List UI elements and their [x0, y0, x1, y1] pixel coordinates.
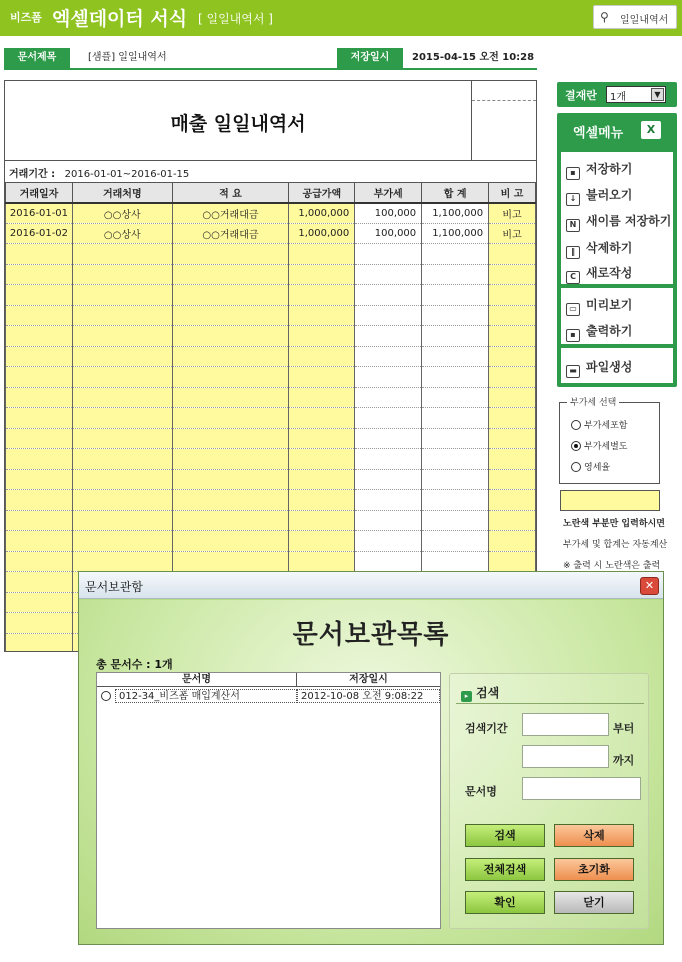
- empty-cell[interactable]: [172, 490, 289, 511]
- empty-cell[interactable]: [72, 387, 172, 408]
- table-row: [6, 244, 536, 265]
- cell-vat: 100,000: [355, 223, 422, 244]
- empty-cell: [422, 387, 489, 408]
- table-row: [6, 285, 536, 306]
- empty-cell: [422, 285, 489, 306]
- empty-cell: [422, 510, 489, 531]
- empty-cell[interactable]: [172, 510, 289, 531]
- empty-cell: [422, 367, 489, 388]
- note-line-1: 노란색 부분만 입력하시면: [563, 519, 665, 529]
- table-row: [6, 367, 536, 388]
- empty-cell[interactable]: [289, 264, 355, 285]
- menu-load[interactable]: [566, 186, 632, 206]
- empty-cell[interactable]: [6, 633, 73, 652]
- empty-cell[interactable]: [289, 408, 355, 429]
- empty-cell: [422, 531, 489, 552]
- dialog-title: 문서보관함: [85, 580, 143, 594]
- empty-cell: [355, 490, 422, 511]
- empty-cell: [422, 449, 489, 470]
- menu-file-create[interactable]: [566, 358, 632, 378]
- period-from-input[interactable]: [522, 713, 609, 736]
- empty-cell[interactable]: [172, 305, 289, 326]
- trash-icon: ‖: [566, 246, 580, 259]
- empty-cell[interactable]: [6, 244, 73, 265]
- empty-cell: [355, 531, 422, 552]
- empty-cell[interactable]: [6, 572, 73, 593]
- docname-input[interactable]: [522, 777, 641, 800]
- empty-cell[interactable]: [289, 531, 355, 552]
- yellow-legend-swatch: [560, 490, 660, 511]
- dialog-titlebar[interactable]: [79, 572, 663, 599]
- close-icon[interactable]: ✕: [640, 577, 659, 595]
- cell-summary[interactable]: ○○거래대금: [172, 203, 289, 224]
- menu-new[interactable]: [566, 264, 632, 284]
- cell-supply[interactable]: 1,000,000: [289, 223, 355, 244]
- table-row: [6, 326, 536, 347]
- empty-cell[interactable]: [72, 551, 172, 572]
- vat-option-label: 부가세별도: [584, 442, 628, 452]
- empty-cell: [355, 428, 422, 449]
- empty-cell[interactable]: [6, 285, 73, 306]
- doc-title-label: 문서제목: [4, 48, 70, 68]
- app-header: [0, 0, 682, 36]
- radio-selected-icon[interactable]: [571, 441, 581, 451]
- excel-logo-icon: X: [641, 121, 661, 139]
- empty-cell[interactable]: [6, 326, 73, 347]
- menu-delete-label: 삭제하기: [586, 241, 633, 255]
- vat-option-label: 부가세포함: [584, 421, 628, 431]
- empty-cell: [355, 469, 422, 490]
- search-all-button[interactable]: 전체검색: [465, 858, 545, 881]
- brand-small-label: 비즈폼: [10, 11, 42, 24]
- empty-cell[interactable]: [6, 592, 73, 613]
- empty-cell[interactable]: [72, 346, 172, 367]
- approval-dash-line: [472, 100, 536, 101]
- menu-delete[interactable]: [566, 239, 632, 259]
- empty-cell[interactable]: [6, 367, 73, 388]
- empty-cell: [422, 305, 489, 326]
- col-vat: 부가세: [355, 183, 422, 203]
- empty-cell[interactable]: [6, 469, 73, 490]
- empty-cell[interactable]: [6, 264, 73, 285]
- new-document-icon: C: [566, 271, 580, 284]
- empty-cell[interactable]: [72, 367, 172, 388]
- cell-vat: 100,000: [355, 203, 422, 224]
- empty-cell[interactable]: [72, 469, 172, 490]
- from-suffix: 부터: [613, 722, 635, 735]
- delete-button[interactable]: 삭제: [554, 824, 634, 847]
- saved-value: 2015-04-15 오전 10:28: [412, 52, 535, 63]
- empty-cell: [355, 244, 422, 265]
- col-date: 거래일자: [6, 183, 73, 203]
- empty-cell[interactable]: [289, 367, 355, 388]
- empty-cell[interactable]: [72, 244, 172, 265]
- empty-cell[interactable]: [72, 449, 172, 470]
- table-row: [6, 551, 536, 572]
- doc-date: 2012-10-08 오전 9:08:22: [297, 689, 440, 703]
- period-row: [9, 165, 189, 180]
- col-total: 합 계: [422, 183, 489, 203]
- empty-cell[interactable]: [172, 244, 289, 265]
- empty-cell: [355, 326, 422, 347]
- radio-icon[interactable]: [101, 691, 111, 701]
- empty-cell[interactable]: [172, 346, 289, 367]
- doc-list-header: [97, 673, 440, 687]
- empty-cell[interactable]: [289, 510, 355, 531]
- table-row: [6, 531, 536, 552]
- empty-cell[interactable]: [72, 510, 172, 531]
- empty-cell[interactable]: [289, 469, 355, 490]
- table-row: [6, 428, 536, 449]
- empty-cell: [422, 264, 489, 285]
- col-summary: 적 요: [172, 183, 289, 203]
- menu-print-label: 출력하기: [586, 324, 633, 338]
- empty-cell[interactable]: [289, 387, 355, 408]
- menu-save[interactable]: [566, 160, 632, 180]
- docname-label: 문서명: [465, 785, 497, 798]
- menu-load-label: 불러오기: [586, 188, 633, 202]
- empty-cell[interactable]: [6, 449, 73, 470]
- period-label: 검색기간: [465, 722, 508, 735]
- empty-cell: [422, 469, 489, 490]
- empty-cell: [355, 408, 422, 429]
- empty-cell[interactable]: [489, 305, 536, 326]
- close-button[interactable]: 닫기: [554, 891, 634, 914]
- cell-note[interactable]: 비고: [489, 203, 536, 224]
- empty-cell: [422, 490, 489, 511]
- vat-option-separate[interactable]: [571, 439, 627, 452]
- approval-label: 결재란: [565, 89, 597, 102]
- table-row: [6, 264, 536, 285]
- empty-cell: [422, 244, 489, 265]
- vat-option-label: 영세율: [584, 463, 611, 473]
- note-line-3: ※ 출력 시 노란색은 출력: [563, 561, 661, 571]
- empty-cell[interactable]: [72, 285, 172, 306]
- col-doc-name[interactable]: 문서명: [97, 673, 297, 687]
- search-panel-divider: [456, 703, 644, 704]
- cell-note[interactable]: 비고: [489, 223, 536, 244]
- empty-cell: [355, 387, 422, 408]
- empty-cell[interactable]: [489, 367, 536, 388]
- menu-preview-label: 미리보기: [586, 298, 633, 312]
- empty-cell[interactable]: [489, 346, 536, 367]
- menu-print[interactable]: [566, 322, 632, 342]
- cell-supply[interactable]: 1,000,000: [289, 203, 355, 224]
- note-line-2: 부가세 및 합계는 자동계산: [563, 540, 668, 550]
- to-suffix: 까지: [613, 754, 635, 767]
- empty-cell[interactable]: [489, 264, 536, 285]
- empty-cell[interactable]: [289, 551, 355, 572]
- empty-cell[interactable]: [172, 367, 289, 388]
- search-panel-header: [461, 684, 499, 702]
- empty-cell[interactable]: [289, 449, 355, 470]
- empty-cell: [355, 510, 422, 531]
- empty-cell[interactable]: [489, 490, 536, 511]
- empty-cell[interactable]: [489, 469, 536, 490]
- empty-cell[interactable]: [6, 531, 73, 552]
- empty-cell[interactable]: [6, 551, 73, 572]
- folder-icon: ▬: [566, 365, 580, 378]
- empty-cell[interactable]: [172, 264, 289, 285]
- search-button[interactable]: 검색: [465, 824, 545, 847]
- sheet-title-area: [5, 81, 536, 161]
- col-saved-date[interactable]: 저장일시: [349, 674, 388, 685]
- empty-cell[interactable]: [6, 387, 73, 408]
- empty-cell: [355, 367, 422, 388]
- doc-title-value[interactable]: [샘플] 일일내역서: [88, 52, 167, 63]
- empty-cell[interactable]: [6, 613, 73, 634]
- empty-cell: [355, 449, 422, 470]
- sheet-title: 매출 일일내역서: [170, 113, 306, 135]
- doc-count: 총 문서수 : 1개: [96, 658, 173, 671]
- empty-cell[interactable]: [489, 387, 536, 408]
- search-input[interactable]: [593, 5, 677, 29]
- empty-cell[interactable]: [72, 408, 172, 429]
- empty-cell[interactable]: [72, 305, 172, 326]
- table-row: [6, 408, 536, 429]
- empty-cell[interactable]: [289, 326, 355, 347]
- search-value: 일일내역서: [620, 15, 669, 26]
- empty-cell: [355, 285, 422, 306]
- empty-cell[interactable]: [289, 305, 355, 326]
- period-to-input[interactable]: [522, 745, 609, 768]
- approval-select-value: 1개: [610, 92, 627, 103]
- table-row: [6, 223, 536, 244]
- app-title: 엑셀데이터 서식: [52, 8, 188, 30]
- col-client: 거래처명: [72, 183, 172, 203]
- empty-cell[interactable]: [489, 326, 536, 347]
- saved-label: 저장일시: [337, 48, 403, 68]
- empty-cell: [355, 551, 422, 572]
- cell-total: 1,100,000: [422, 203, 489, 224]
- empty-cell[interactable]: [489, 408, 536, 429]
- cell-summary[interactable]: ○○거래대금: [172, 223, 289, 244]
- table-row: [6, 346, 536, 367]
- menu-preview[interactable]: [566, 296, 632, 316]
- empty-cell[interactable]: [72, 264, 172, 285]
- radio-icon[interactable]: [571, 420, 581, 430]
- empty-cell[interactable]: [289, 490, 355, 511]
- empty-cell[interactable]: [172, 387, 289, 408]
- empty-cell[interactable]: [172, 449, 289, 470]
- empty-cell[interactable]: [489, 551, 536, 572]
- empty-cell[interactable]: [6, 346, 73, 367]
- table-row: [6, 305, 536, 326]
- period-label: 거래기간 :: [9, 169, 56, 180]
- empty-cell: [422, 408, 489, 429]
- menu-save-label: 저장하기: [586, 162, 633, 176]
- empty-cell: [355, 264, 422, 285]
- approval-select[interactable]: [606, 86, 666, 103]
- doc-list[interactable]: [96, 672, 441, 929]
- table-row: [6, 510, 536, 531]
- empty-cell: [422, 346, 489, 367]
- empty-cell[interactable]: [72, 428, 172, 449]
- info-divider: [4, 68, 537, 70]
- table-header-row: [6, 183, 536, 203]
- table-row: [6, 387, 536, 408]
- spreadsheet: [4, 80, 537, 652]
- empty-cell[interactable]: [72, 531, 172, 552]
- save-as-icon: N: [566, 219, 580, 232]
- vat-option-zero[interactable]: [571, 460, 610, 473]
- vat-group-title: 부가세 선택: [567, 395, 619, 408]
- menu-save-as[interactable]: [566, 212, 671, 232]
- menu-new-label: 새로작성: [586, 266, 633, 280]
- cell-date[interactable]: 2016-01-02: [6, 223, 73, 244]
- empty-cell[interactable]: [6, 490, 73, 511]
- search-panel-title: 검색: [476, 686, 500, 700]
- app-subtitle: [ 일일내역서 ]: [198, 12, 273, 26]
- empty-cell[interactable]: [289, 285, 355, 306]
- empty-cell[interactable]: [6, 305, 73, 326]
- empty-cell[interactable]: [489, 510, 536, 531]
- empty-cell[interactable]: [489, 449, 536, 470]
- radio-icon[interactable]: [571, 462, 581, 472]
- document-archive-dialog: [78, 571, 664, 945]
- doc-name: 012-34_비즈폼 매입계산서: [115, 689, 297, 703]
- search-panel: [449, 673, 649, 929]
- cell-date[interactable]: 2016-01-01: [6, 203, 73, 224]
- empty-cell[interactable]: [172, 428, 289, 449]
- empty-cell[interactable]: [72, 490, 172, 511]
- menu-save-as-label: 새이름 저장하기: [586, 214, 672, 228]
- cell-client[interactable]: ○○상사: [72, 203, 172, 224]
- empty-cell[interactable]: [172, 531, 289, 552]
- search-bullet-icon: ▸: [461, 691, 472, 702]
- empty-cell[interactable]: [489, 428, 536, 449]
- empty-cell[interactable]: [72, 326, 172, 347]
- empty-cell[interactable]: [489, 244, 536, 265]
- table-row: [6, 469, 536, 490]
- dialog-heading: 문서보관목록: [292, 620, 450, 650]
- cell-client[interactable]: ○○상사: [72, 223, 172, 244]
- empty-cell[interactable]: [172, 285, 289, 306]
- empty-cell[interactable]: [6, 428, 73, 449]
- empty-cell: [422, 326, 489, 347]
- empty-cell[interactable]: [289, 244, 355, 265]
- empty-cell[interactable]: [172, 408, 289, 429]
- empty-cell[interactable]: [489, 285, 536, 306]
- empty-cell[interactable]: [172, 326, 289, 347]
- table-row: [6, 449, 536, 470]
- empty-cell: [422, 551, 489, 572]
- empty-cell: [355, 305, 422, 326]
- menu-file-create-label: 파일생성: [586, 360, 633, 374]
- table-row: [6, 490, 536, 511]
- empty-cell[interactable]: [6, 408, 73, 429]
- chevron-down-icon[interactable]: ▼: [651, 88, 664, 101]
- empty-cell[interactable]: [172, 469, 289, 490]
- list-item[interactable]: [97, 688, 440, 704]
- save-icon: ▪: [566, 167, 580, 180]
- empty-cell[interactable]: [289, 428, 355, 449]
- table-row: [6, 203, 536, 224]
- empty-cell: [355, 346, 422, 367]
- empty-cell[interactable]: [489, 531, 536, 552]
- empty-cell[interactable]: [172, 551, 289, 572]
- printer-icon: ▪: [566, 329, 580, 342]
- period-value[interactable]: 2016-01-01~2016-01-15: [64, 169, 190, 180]
- search-icon: ⚲: [600, 10, 609, 24]
- empty-cell[interactable]: [289, 346, 355, 367]
- empty-cell: [422, 428, 489, 449]
- ok-button[interactable]: 확인: [465, 891, 545, 914]
- monitor-icon: ▭: [566, 303, 580, 316]
- excel-menu-title: 엑셀메뉴: [573, 126, 624, 141]
- dialog-body: [79, 600, 663, 944]
- empty-cell[interactable]: [6, 510, 73, 531]
- title-divider: [471, 81, 472, 161]
- cell-total: 1,100,000: [422, 223, 489, 244]
- vat-option-included[interactable]: [571, 418, 627, 431]
- col-supply: 공급가액: [289, 183, 355, 203]
- load-icon: ↓: [566, 193, 580, 206]
- reset-button[interactable]: 초기화: [554, 858, 634, 881]
- col-note: 비 고: [489, 183, 536, 203]
